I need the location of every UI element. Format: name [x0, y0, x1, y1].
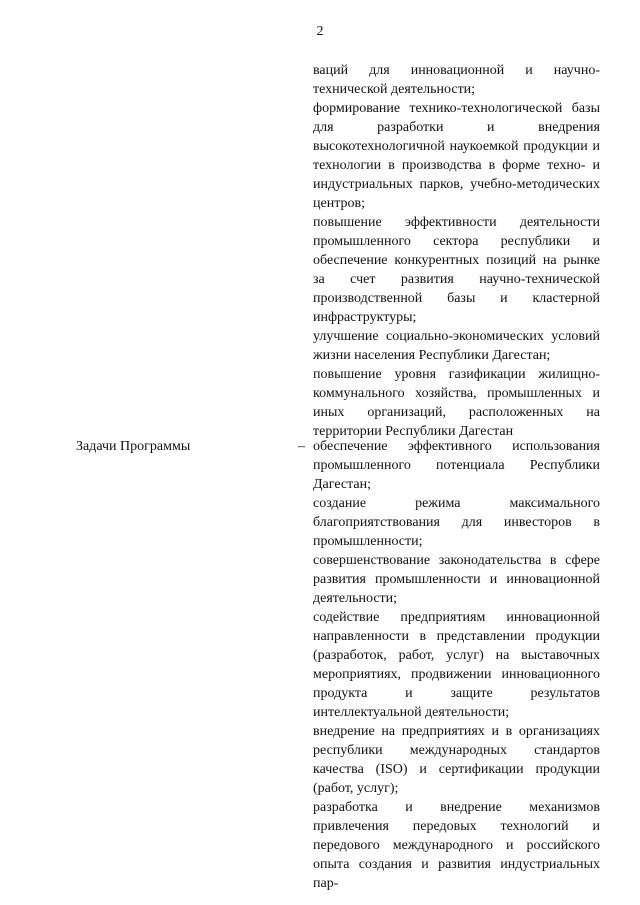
goal-item: улучшение социально-экономических условий жизни населения Республики Дагестан; [313, 329, 600, 363]
goal-item: формирование технико-технологической базы для разработки и внедрения высокотехнологичной наукоемкой продукции и технологии в производства в форме техно- и индустриальных парков, учебно-методических центров; [313, 101, 600, 211]
goal-item: повышение эффективности деятельности промышленного сектора республики и обеспечение конкурентных позиций на рынке за счет развития научно-технической производственной базы и кластерной инфраструктуры; [313, 215, 600, 325]
task-item: внедрение на предприятиях и в организациях республики международных стандартов качества (ISO) и сертификации продукции (работ, услуг); [313, 724, 600, 796]
task-item: совершенствование законодательства в сфере развития промышленности и инновационной деятельности; [313, 553, 600, 606]
task-item: содействие предприятиям инновационной направленности в представлении продукции (разработок, работ, услуг) на выставочных мероприятиях, продвижении инновационного продукта и защите результатов интеллектуальной деятельности; [313, 610, 600, 720]
goals-continued-list [313, 61, 600, 441]
goal-item: повышение уровня газификации жилищно-коммунального хозяйства, промышленных и иных организаций, расположенных на территории Республики Дагестан [313, 367, 600, 439]
task-item: создание режима максимального благоприятствования для инвесторов в промышленности; [313, 496, 600, 549]
tasks-section-label: Задачи Программы [76, 439, 191, 454]
page-number: 2 [316, 24, 324, 39]
tasks-list [313, 437, 600, 893]
task-item: обеспечение эффективного использования промышленного потенциала Республики Дагестан; [313, 439, 600, 492]
goal-item: ваций для инновационной и научно-технической деятельности; [313, 63, 600, 97]
task-item: разработка и внедрение механизмов привлечения передовых технологий и передового международного и российского опыта создания и развития индустриальных пар- [313, 800, 600, 891]
tasks-dash: – [298, 439, 305, 454]
